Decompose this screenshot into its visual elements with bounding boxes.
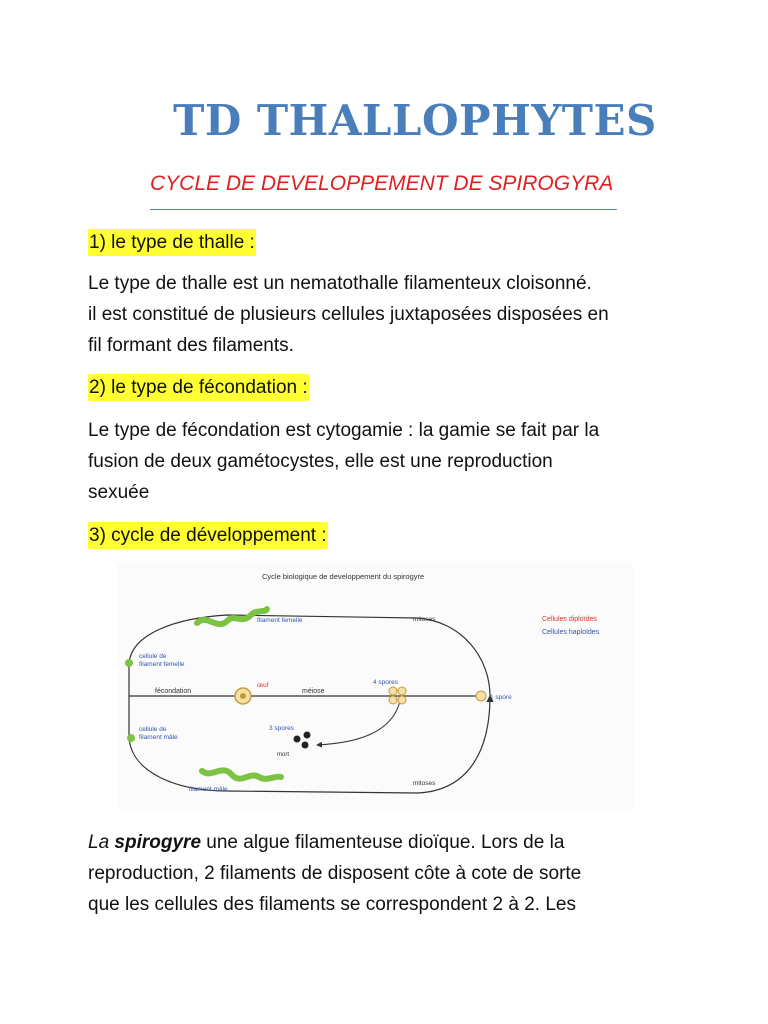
paragraph-line: fusion de deux gamétocystes, elle est une reproduction [88, 451, 553, 472]
label-three-spores: 3 spores [269, 725, 294, 732]
paragraph-line [88, 827, 688, 858]
diagram-title: Cycle biologique de developpement du spirogyre [262, 572, 425, 581]
closing-paragraph [88, 827, 688, 920]
label-cellule-femelle-2: filament femelle [139, 661, 185, 668]
female-cell-icon [125, 659, 133, 667]
label-mort: mort [277, 752, 289, 758]
legend-haploid: Cellules haploïdes [542, 629, 600, 636]
paragraph-line: sexuée [88, 482, 150, 503]
section-1-paragraph [88, 268, 688, 361]
label-meiose: méiose [302, 688, 325, 695]
life-cycle-diagram [117, 563, 633, 809]
label-fecondation: fécondation [155, 688, 192, 695]
subtitle-underline [150, 209, 617, 210]
cycle-outer-loop [129, 615, 490, 793]
paragraph-line: fil formant des filaments. [88, 335, 294, 356]
label-mitoses-bottom: mitoses [413, 780, 436, 787]
paragraph-line: il est constitué de plusieurs cellules juxtaposées disposées en [88, 304, 609, 325]
label-oeuf: œuf [257, 682, 269, 689]
legend-diploid: Cellules diploïdes [542, 616, 597, 623]
label-mitoses-top: mitoses [413, 616, 436, 623]
death-branch [317, 701, 400, 745]
label-filament-male: filament mâle [189, 786, 228, 793]
line1-rest: une algue filamenteuse dioïque. Lors de la [201, 832, 565, 853]
paragraph-line: Le type de fécondation est cytogamie : la gamie se fait par la [88, 420, 600, 441]
page-subtitle: CYCLE DE DEVELOPPEMENT DE SPIROGYRA [150, 172, 614, 195]
male-filament-icon [202, 770, 281, 778]
page-title: TD THALLOPHYTES [173, 96, 657, 145]
label-cellule-male-1: cellule de [139, 726, 167, 733]
male-cell-icon [127, 734, 135, 742]
label-filament-femelle: filament femelle [257, 617, 303, 624]
three-spores-icon [294, 732, 311, 749]
one-spore-icon [476, 691, 486, 701]
paragraph-line: Le type de thalle est un nematothalle filamenteux cloisonné. [88, 273, 592, 294]
section-2-paragraph [88, 415, 688, 508]
label-cellule-femelle-1: cellule de [139, 653, 167, 660]
label-one-spore: 1 spore [490, 694, 512, 701]
section-1-heading: 1) le type de thalle : [88, 229, 256, 256]
label-four-spores: 4 spores [373, 679, 398, 686]
paragraph-line: que les cellules des filaments se correspondent 2 à 2. Les [88, 894, 576, 915]
section-2-heading: 2) le type de fécondation : [88, 374, 309, 401]
section-3-heading: 3) cycle de développement : [88, 522, 328, 549]
paragraph-line: reproduction, 2 filaments de disposent côte à cote de sorte [88, 863, 582, 884]
life-cycle-svg [117, 563, 633, 809]
label-cellule-male-2: filament mâle [139, 734, 178, 741]
bold-spirogyre: spirogyre [114, 832, 202, 853]
italic-la: La [88, 832, 115, 853]
